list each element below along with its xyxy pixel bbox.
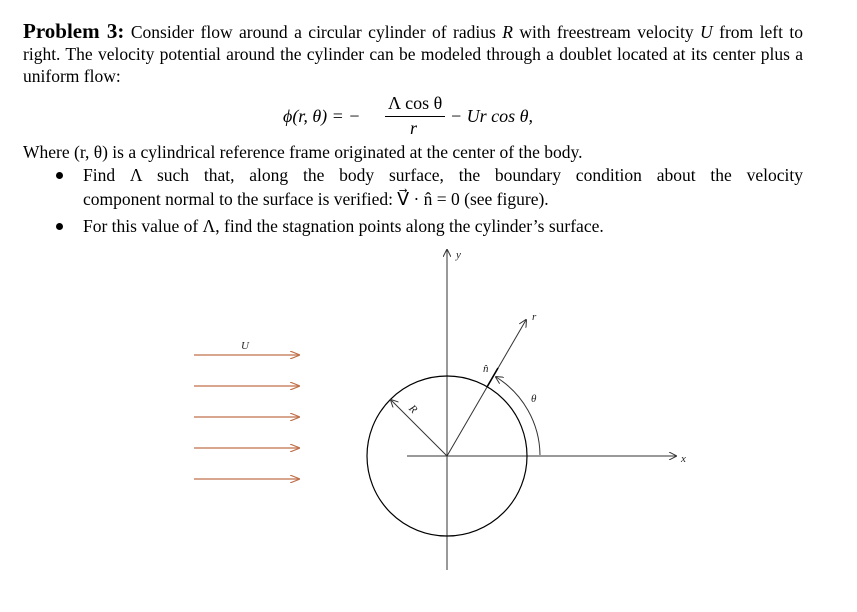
theta-arc bbox=[496, 377, 540, 455]
y-axis-label: y bbox=[456, 249, 461, 261]
bullet-1-line-1: Find Λ such that, along the body surface, the boundary condition about the velocity bbox=[83, 165, 803, 185]
problem-title: Problem 3: bbox=[23, 19, 125, 43]
where-line: Where (r, θ) is a cylindrical reference frame originated at the center of the body. bbox=[23, 142, 583, 162]
intro-text-c: from left to right. The velocity potential around the cylinder can be modeled through a doublet located at its center plus a uniform flow: bbox=[23, 22, 803, 86]
r-label: r bbox=[532, 311, 537, 323]
equation-rest: − Ur cos θ, bbox=[450, 106, 533, 126]
equation-lhs: ϕ(r, θ) = − bbox=[283, 106, 361, 126]
r-direction-arrow bbox=[447, 320, 526, 456]
theta-label: θ bbox=[531, 393, 537, 405]
intro-text-b: with freestream velocity bbox=[512, 22, 701, 42]
radius-arrow bbox=[391, 400, 447, 456]
radius-label: R bbox=[406, 402, 420, 416]
bullet-1-line-2: component normal to the surface is verified: V⃗ · n̂ = 0 (see figure). bbox=[83, 189, 549, 209]
intro-text-a: Consider flow around a circular cylinder of radius bbox=[124, 22, 503, 42]
freestream-label: U bbox=[241, 340, 249, 352]
x-axis-label: x bbox=[681, 453, 686, 465]
radius-symbol: R bbox=[502, 22, 513, 42]
equation-numerator: Λ cos θ bbox=[388, 93, 443, 113]
equation-denominator: r bbox=[410, 118, 418, 138]
velocity-symbol: U bbox=[700, 22, 713, 42]
normal-vector-label: n̂ bbox=[483, 363, 489, 375]
bullet-2-line-1: For this value of Λ, find the stagnation points along the cylinder’s surface. bbox=[83, 216, 604, 236]
freestream-arrows bbox=[194, 355, 299, 479]
